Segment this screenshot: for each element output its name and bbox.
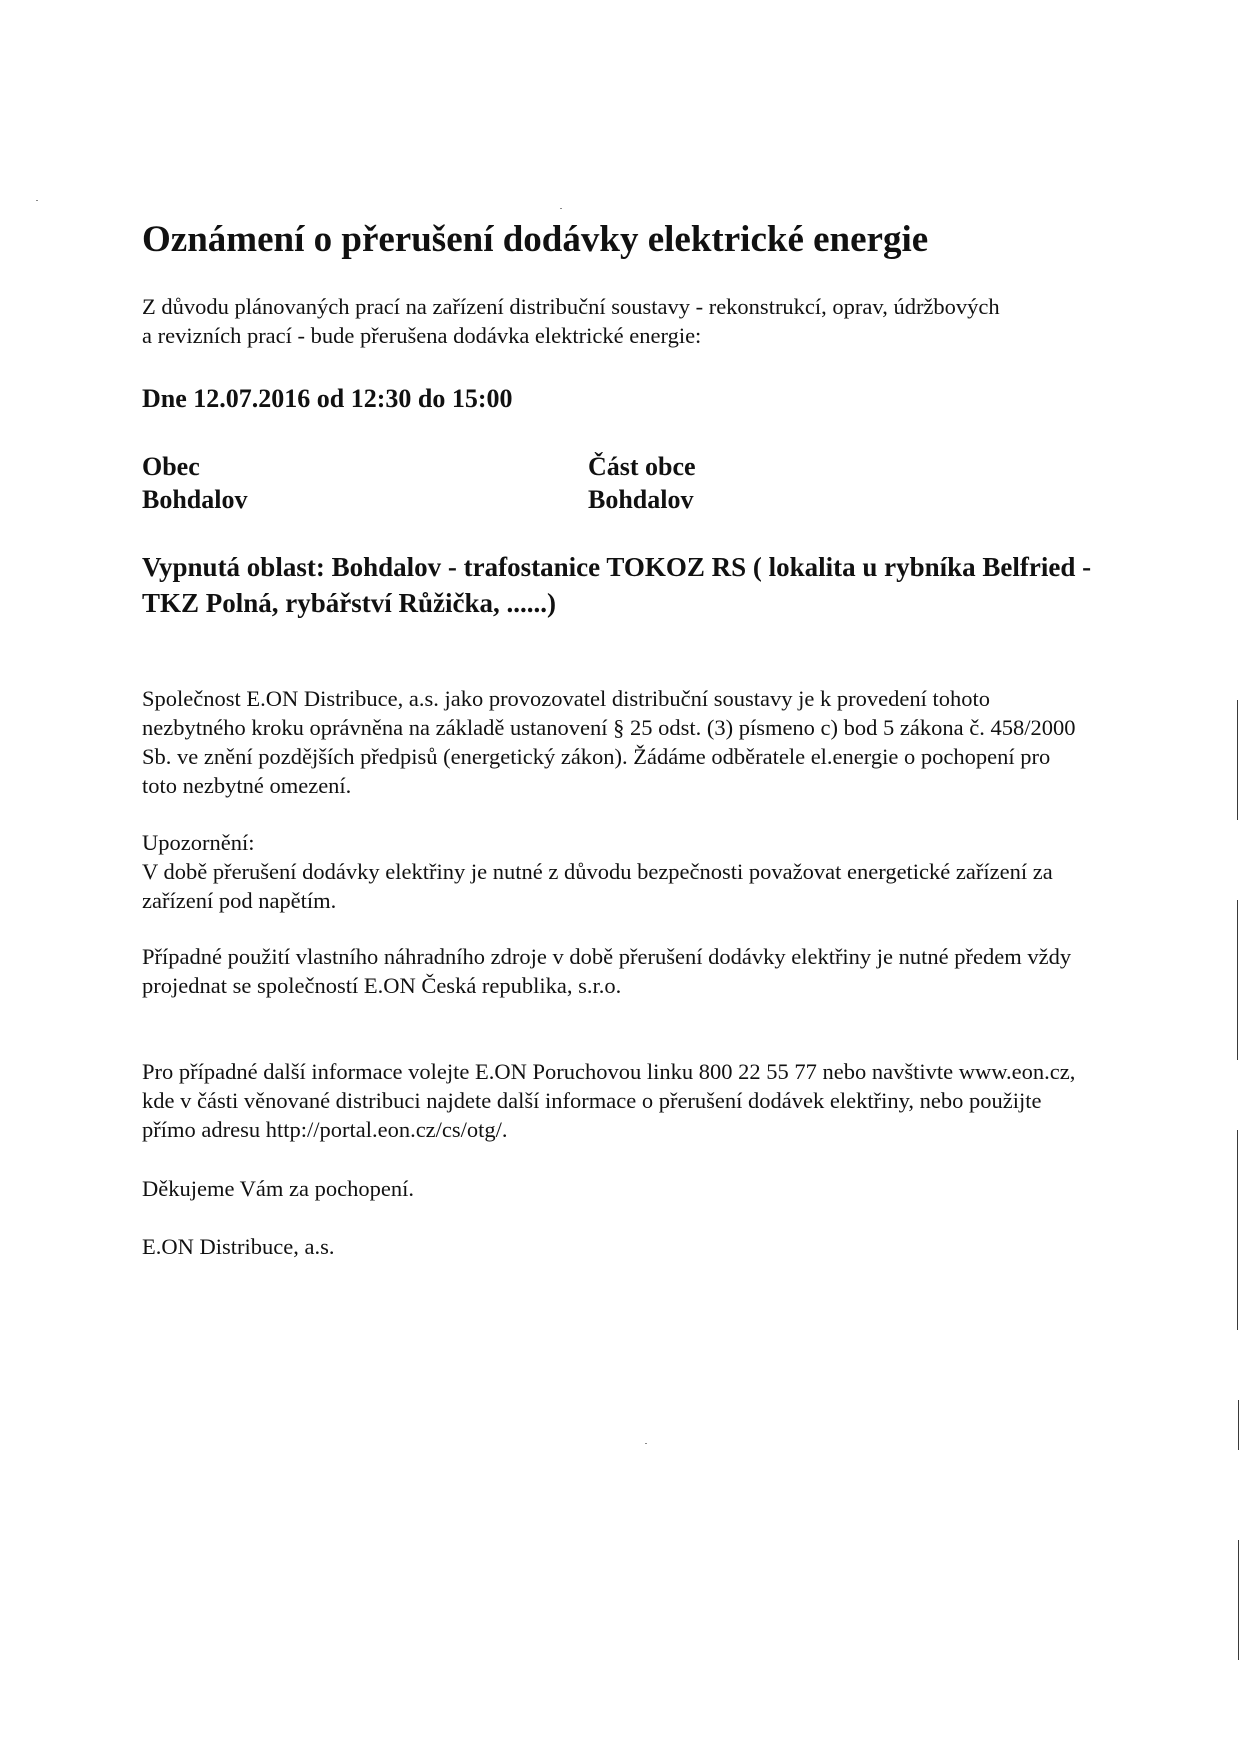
legal-line: toto nezbytné omezení. — [142, 773, 352, 798]
warning-heading: Upozornění: — [142, 830, 255, 855]
scan-edge-mark — [1238, 1540, 1239, 1660]
affected-area-line: TKZ Polná, rybářství Růžička, ......) — [142, 588, 557, 618]
affected-area-line: Vypnutá oblast: Bohdalov - trafostanice TOKOZ RS ( lokalita u rybníka Belfried - — [142, 552, 1092, 582]
scan-speck — [36, 200, 38, 201]
contact-info-line: přímo adresu http://portal.eon.cz/cs/otg/. — [142, 1117, 508, 1142]
signature-line: E.ON Distribuce, a.s. — [142, 1234, 335, 1259]
municipality-value: Bohdalov — [142, 485, 248, 514]
contact-info-paragraph — [142, 1057, 1192, 1144]
warning-line: V době přerušení dodávky elektřiny je nutné z důvodu bezpečnosti považovat energetické zařízení za — [142, 859, 1053, 884]
contact-info-line: kde v části věnované distribuci najdete další informace o přerušení dodávek elektřiny, nebo použijte — [142, 1088, 1042, 1113]
generator-paragraph — [142, 942, 1192, 1000]
intro-paragraph — [142, 292, 1192, 350]
legal-line: nezbytného kroku oprávněna na základě ustanovení § 25 odst. (3) písmeno c) bod 5 zákona č. 458/2000 — [142, 715, 1076, 740]
legal-paragraph — [142, 684, 1192, 800]
scan-speck — [560, 208, 562, 209]
affected-area — [142, 549, 1091, 621]
municipality-label: Obec — [142, 452, 200, 481]
scan-edge-mark — [1237, 900, 1238, 1060]
contact-info-line: Pro případné další informace volejte E.ON Poruchovou linku 800 22 55 77 nebo navštivte www.eon.cz, — [142, 1059, 1076, 1084]
intro-line: a revizních prací - bude přerušena dodávka elektrické energie: — [142, 323, 702, 348]
outage-date-time: Dne 12.07.2016 od 12:30 do 15:00 — [142, 384, 513, 413]
legal-line: Sb. ve znění pozdějších předpisů (energetický zákon). Žádáme odběratele el.energie o pochopení pro — [142, 744, 1051, 769]
scan-speck — [645, 1443, 647, 1444]
thanks-line: Děkujeme Vám za pochopení. — [142, 1176, 414, 1201]
warning-line: zařízení pod napětím. — [142, 888, 337, 913]
generator-line: projednat se společností E.ON Česká republika, s.r.o. — [142, 973, 622, 998]
warning-paragraph — [142, 828, 1192, 915]
legal-line: Společnost E.ON Distribuce, a.s. jako provozovatel distribuční soustavy je k provedení tohoto — [142, 686, 990, 711]
notice-title: Oznámení o přerušení dodávky elektrické energie — [142, 219, 929, 260]
district-label: Část obce — [588, 452, 696, 481]
intro-line: Z důvodu plánovaných prací na zařízení distribuční soustavy - rekonstrukcí, oprav, údržbových — [142, 294, 1000, 319]
scan-edge-mark — [1237, 700, 1238, 820]
generator-line: Případné použití vlastního náhradního zdroje v době přerušení dodávky elektřiny je nutné předem vždy — [142, 944, 1072, 969]
scan-edge-mark — [1238, 1400, 1239, 1450]
scan-edge-mark — [1237, 1130, 1238, 1330]
district-value: Bohdalov — [588, 485, 694, 514]
